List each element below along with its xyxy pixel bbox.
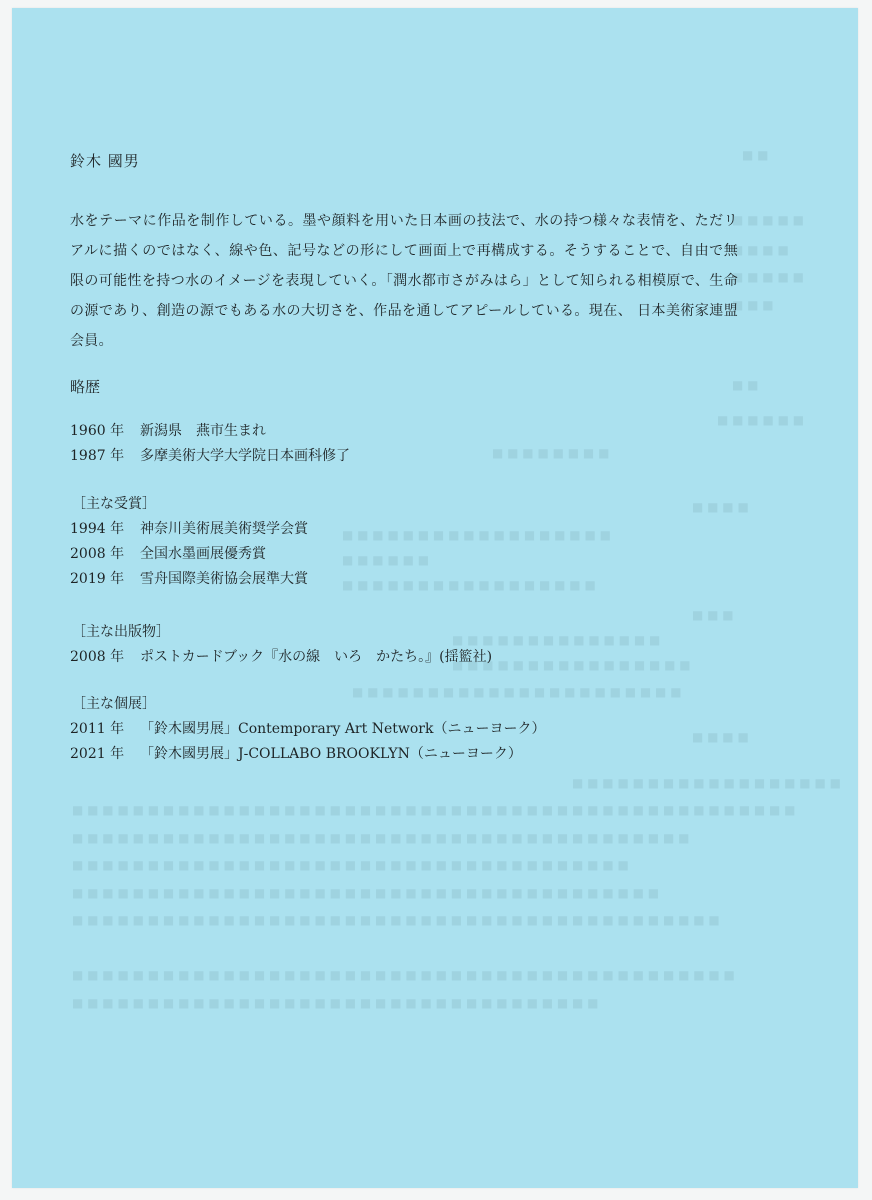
entry-text: 雪舟国際美術協会展準大賞 [140,571,308,587]
exhibitions-section [70,692,545,767]
entry-year: 1987 年 [70,448,125,464]
publication-entry [70,645,492,670]
biography-heading: 略歴 [70,378,101,396]
entry-year: 2008 年 [70,649,125,665]
entry-year: 2011 年 [70,721,125,737]
award-entry [70,567,308,592]
entry-text: 多摩美術大学大学院日本画科修了 [140,448,350,464]
exhibition-entry [70,717,545,742]
paper-sheet: ■ ■ ■ ■ ■ ■ ■ ■ ■ ■ ■ ■ ■ ■ ■ ■ ■ ■ ■ ■ ■ ■ ■ ■ ■ ■ ■ ■ ■ ■ ■ ■ ■ ■ ■ ■ ■ ■ ■ ■ ■ ■ ■ ■ ■ ■ ■ ■ ■ ■ ■ ■ ■ ■ ■ ■ ■ ■ ■ ■ ■ ■ ■ ■ ■ ■ ■ ■ ■ ■ ■ ■ ■ ■ ■ ■ ■ ■ ■ ■ ■ ■ ■ ■ ■ ■ ■ ■ ■ ■ ■ ■ ■ ■ ■ ■ ■ ■ ■ ■ ■ ■ ■ ■ ■ ■ ■ ■ ■ ■ ■ ■ ■ ■ ■ ■ ■ ■ ■ ■ ■ ■ ■ ■ ■ ■ ■ ■ ■ ■ ■ ■ ■ ■ ■ ■ ■ ■ ■ ■ ■ ■ ■ ■ ■ ■ ■ ■ ■ ■ ■ ■ ■ ■ ■ ■ ■ ■ ■ ■ ■ ■ ■ ■ ■ ■ ■ ■ ■ ■ ■ ■ ■ ■ ■ ■ ■ ■ ■ ■ ■ ■ ■ ■ ■ ■ ■ ■ ■ ■ ■ ■ ■ ■ ■ ■ ■ ■ ■ ■ ■ ■ ■ ■ ■ ■ ■ ■ ■ ■ ■ ■ ■ ■ ■ ■ ■ ■ ■ ■ ■ ■ ■ ■ ■ ■ ■ ■ ■ ■ ■ ■ ■ ■ ■ ■ ■ ■ ■ ■ ■ ■ ■ ■ ■ ■ ■ ■ ■ ■ ■ ■ ■ ■ ■ ■ ■ ■ ■ ■ ■ ■ ■ ■ ■ ■ ■ ■ ■ ■ ■ ■ ■ ■ ■ ■ ■ ■ ■ ■ ■ ■ ■ ■ ■ ■ ■ ■ ■ ■ ■ ■ ■ ■ ■ ■ ■ ■ ■ ■ ■ ■ ■ ■ ■ ■ ■ ■ ■ ■ ■ ■ ■ ■ ■ ■ ■ ■ ■ ■ ■ ■ ■ ■ ■ ■ ■ ■ ■ ■ ■ ■ ■ ■ ■ ■ ■ ■ ■ ■ ■ ■ ■ ■ ■ ■ ■ ■ ■ ■ ■ ■ ■ ■ ■ ■ ■ ■ ■ ■ ■ ■ ■ ■ ■ ■ ■ ■ ■ ■ ■ ■ ■ ■ ■ ■ ■ ■ ■ ■ ■ ■ ■ ■ ■ ■ ■ ■ ■ ■ ■ ■ ■ ■ ■ ■ ■ ■ ■ ■ ■ ■ ■ ■ ■ ■ ■ ■ ■ ■ ■ ■ ■ ■ ■ ■ ■ ■ ■ ■ ■ ■ ■ ■ ■ ■ ■ ■ ■ ■ ■ ■ ■ ■ ■ ■ ■ ■ ■ ■ ■ ■ ■ ■ 鈴木 國男 水をテーマに作品を制作している。墨や顔料を用いた日本画の技法で、水の持つ様々な表情を、ただリアルに描くのではなく、線や色、記号などの形にして画面上で再構成する。そうすることで、自由で無限の可能性を持つ水のイメージを表現していく。「潤水都市さがみはら」として知られる相模原で、生命の源であり、創造の源でもある水の大切さを、作品を通してアピールしている。現在、 日本美術家連盟会員。 略歴 1960 年 新潟県 燕市生まれ 1987 年 多摩美術大学大学院日本画科修了 ［主な受賞］ 1994 年 神奈川美術展美術奨学会賞 2008 年 全国水墨画展優秀賞 2019 年 雪舟国際美術協会展準大賞 ［主な出版物］ 2008 年 ポストカードブック『水の線 いろ かたち。』(揺籃社) ［主な個展］ 2011 年 「鈴木國男展」Contemporary Art Network（ニューヨーク） 2021 年 「鈴木國男展」J-COLLABO BROOKLYN（ニューヨーク） [12,8,858,1188]
entry-year: 2019 年 [70,571,125,587]
awards-section [70,492,308,592]
entry-text: 「鈴木國男展」Contemporary Art Network（ニューヨーク） [140,721,546,737]
entry-year: 1960 年 [70,423,125,439]
entry-year: 2021 年 [70,746,125,762]
entry-text: ポストカードブック『水の線 いろ かたち。』(揺籃社) [140,649,493,665]
artist-name: 鈴木 國男 [70,152,140,170]
publications-label: ［主な出版物］ [72,624,170,640]
entry-year: 1994 年 [70,521,125,537]
entry-text: 「鈴木國男展」J-COLLABO BROOKLYN（ニューヨーク） [140,746,522,762]
biography-entry [70,419,350,444]
entry-year: 2008 年 [70,546,125,562]
biography-entry [70,444,350,469]
award-entry [70,542,308,567]
exhibitions-label: ［主な個展］ [72,696,156,712]
exhibition-entry [70,742,545,767]
artist-profile: 水をテーマに作品を制作している。墨や顔料を用いた日本画の技法で、水の持つ様々な表情を、ただリアルに描くのではなく、線や色、記号などの形にして画面上で再構成する。そうすることで、自由で無限の可能性を持つ水のイメージを表現していく。「潤水都市さがみはら」として知られる相模原で、生命の源であり、創造の源でもある水の大切さを、作品を通してアピールしている。現在、 日本美術家連盟会員。 [70,213,738,349]
publications-section [70,620,492,670]
entry-text: 新潟県 燕市生まれ [140,423,266,439]
awards-label: ［主な受賞］ [72,496,156,512]
entry-text: 全国水墨画展優秀賞 [140,546,266,562]
biography-list [70,419,350,469]
entry-text: 神奈川美術展美術奨学会賞 [140,521,308,537]
award-entry [70,517,308,542]
